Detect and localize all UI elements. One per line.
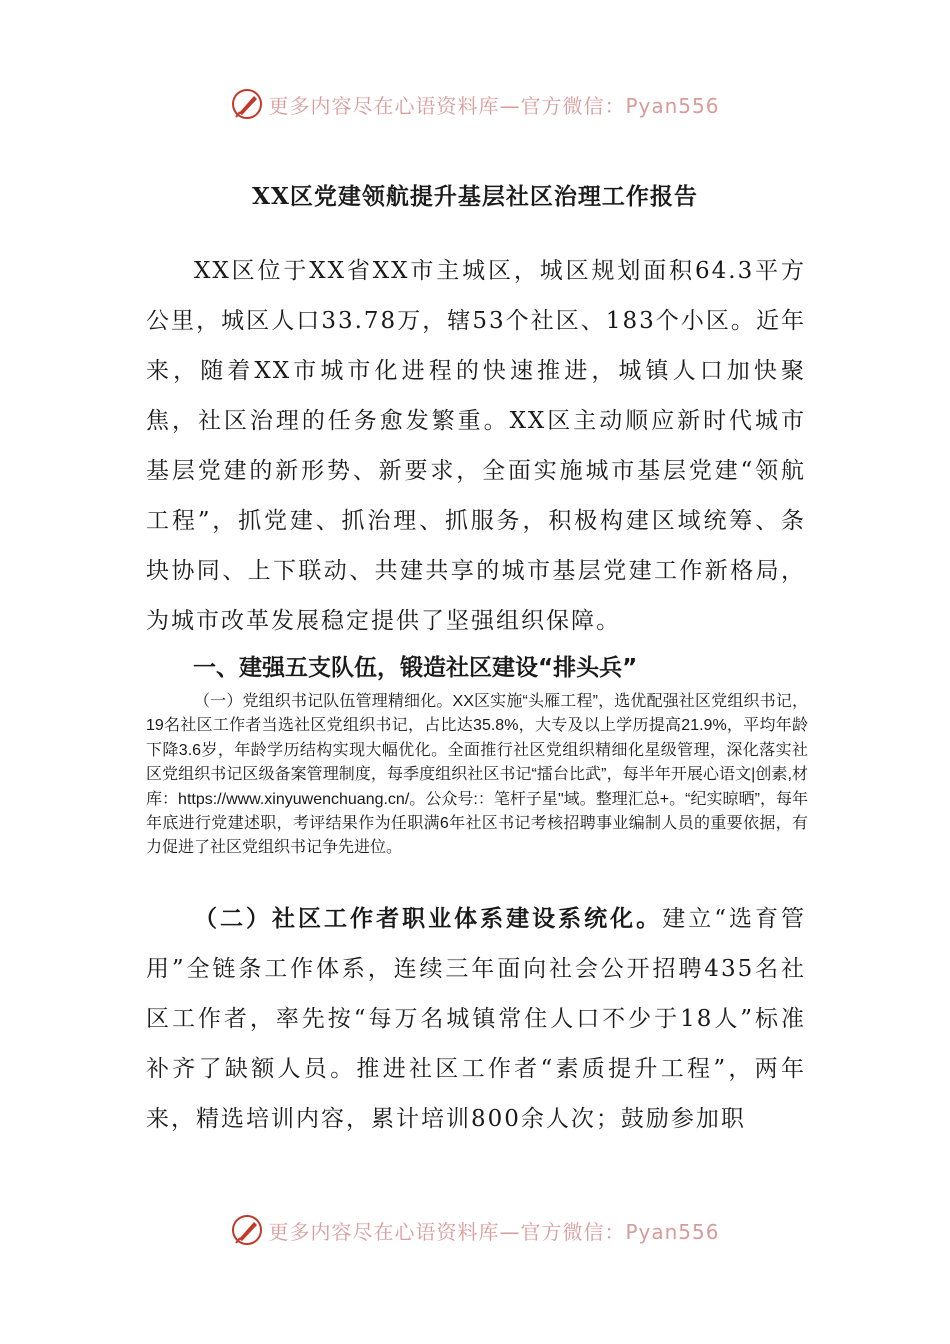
subsection-paragraph: （一）党组织书记队伍管理精细化。XX区实施“头雁工程”，选优配强社区党组织书记，19名社区工作者当选社区党组织书记，占比达35.8%，大专及以上学历提高21.9%，平均年龄下降3.6岁，年龄学历结构实现大幅优化。全面推行社区党组织精细化星级管理，深化落实社区党组织书记区级备案管理制度，每季度组织社区书记“擂台比武”，每半年开展心语文|创素,材库：https://www.xinyuwenchuang.cn/。公众号:：笔杆子星"域。整理汇总+。“纪实晾晒”，每年年底进行党建述职，考评结果作为任职满6年社区书记考核招聘事业编制人员的重要依据，有力促进了社区党组织书记争先进位。 [146, 693, 808, 857]
watermark-header [0, 84, 950, 124]
quill-pen-icon [230, 87, 264, 121]
subsection-2-body: 建立“选育管用”全链条工作体系，连续三年面向社会公开招聘435名社区工作者，率先按“每万名城镇常住人口不少于18人”标准补齐了缺额人员。推进社区工作者“素质提升工程”，两年来，精选培训内容，累计培训800余人次；鼓励参加职 [146, 906, 806, 1132]
quill-pen-icon [230, 1213, 264, 1247]
section-heading: 一、建强五支队伍，锻造社区建设“排头兵” [193, 655, 638, 681]
intro-paragraph: XX区位于XX省XX市主城区，城区规划面积64.3平方公里，城区人口33.78万，辖53个社区、183个小区。近年来，随着XX市城市化进程的快速推进，城镇人口加快聚焦，社区治理的任务愈发繁重。XX区主动顺应新时代城市基层党建的新形势、新要求，全面实施城市基层党建“领航工程”，抓党建、抓治理、抓服务，积极构建区域统筹、条块协同、上下联动、共建共享的城市基层党建工作新格局，为城市改革发展稳定提供了坚强组织保障。 [146, 258, 806, 634]
watermark-text: 更多内容尽在心语资料库—官方微信：Pyan556 [268, 93, 720, 118]
subsection-2-heading: （二）社区工作者职业体系建设系统化。 [194, 905, 663, 932]
watermark-text: 更多内容尽在心语资料库—官方微信：Pyan556 [268, 1219, 720, 1244]
document-title: XX区党建领航提升基层社区治理工作报告 [252, 183, 698, 210]
watermark-footer [0, 1210, 950, 1250]
subsection-2-paragraph [146, 894, 806, 1144]
